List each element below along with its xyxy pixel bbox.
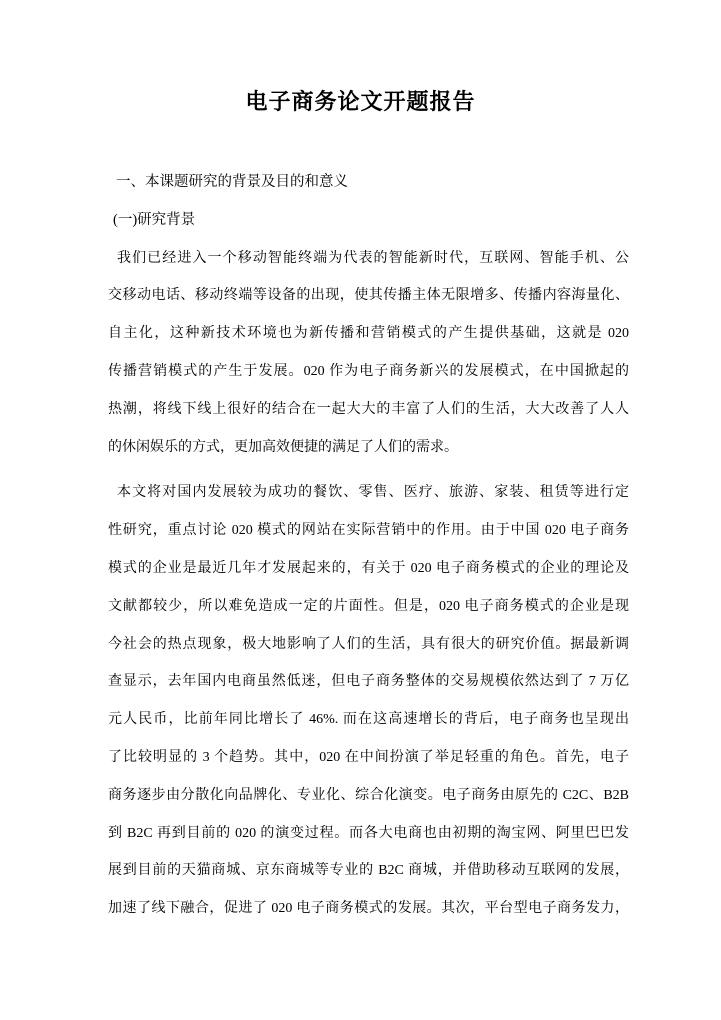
text-line: 交移动电话、移动终端等设备的出现，使其传播主体无限增多、传播内容海量化、 xyxy=(108,288,629,304)
document-body xyxy=(108,164,629,928)
text-line: 商务逐步由分散化向品牌化、专业化、综合化演变。电子商务由原先的 C2C、B2B xyxy=(108,787,629,803)
text-line: 模式的企业是最近几年才发展起来的，有关于 020 电子商务模式的企业的理论及 xyxy=(108,560,629,576)
paragraph-research-content xyxy=(108,474,629,928)
text-line: 加速了线下融合，促进了 020 电子商务模式的发展。其次，平台型电子商务发力， xyxy=(108,901,629,917)
document-title: 电子商务论文开题报告 xyxy=(245,89,476,114)
text-line: 元人民币，比前年同比增长了 46%. 而在这高速增长的背后，电子商务也呈现出 xyxy=(108,712,629,728)
text-line: 到 B2C 再到目前的 020 的演变过程。而各大电商也由初期的淘宝网、阿里巴巴发 xyxy=(108,825,629,841)
paragraph-research-background xyxy=(108,240,629,467)
text-line: 热潮，将线下线上很好的结合在一起大大的丰富了人们的生活，大大改善了人人 xyxy=(108,401,629,417)
section-heading: 一、本课题研究的背景及目的和意义 xyxy=(116,174,348,190)
text-line: 传播营销模式的产生于发展。020 作为电子商务新兴的发展模式，在中国掀起的 xyxy=(108,363,629,379)
text-line: 查显示，去年国内电商虽然低迷，但电子商务整体的交易规模依然达到了 7 万亿 xyxy=(108,674,629,690)
text-line: 展到目前的天猫商城、京东商城等专业的 B2C 商城，并借助移动互联网的发展， xyxy=(108,863,629,879)
text-line: 了比较明显的 3 个趋势。其中，020 在中间扮演了举足轻重的角色。首先，电子 xyxy=(108,749,629,765)
text-line: 自主化，这种新技术环境也为新传播和营销模式的产生提供基础，这就是 020 xyxy=(108,326,629,342)
text-line: 今社会的热点现象，极大地影响了人们的生活，具有很大的研究价值。据最新调 xyxy=(108,636,629,652)
text-line: 我们已经进入一个移动智能终端为代表的智能新时代，互联网、智能手机、公 xyxy=(117,250,629,266)
text-line: 性研究，重点讨论 020 模式的网站在实际营销中的作用。由于中国 020 电子商务 xyxy=(108,523,629,539)
text-line: 的休闲娱乐的方式，更加高效便捷的满足了人们的需求。 xyxy=(108,439,458,455)
text-line: 文献都较少，所以难免造成一定的片面性。但是，020 电子商务模式的企业是现 xyxy=(108,598,629,614)
subsection-heading: (一)研究背景 xyxy=(113,211,196,228)
text-line: 本文将对国内发展较为成功的餐饮、零售、医疗、旅游、家装、租赁等进行定 xyxy=(117,485,629,501)
